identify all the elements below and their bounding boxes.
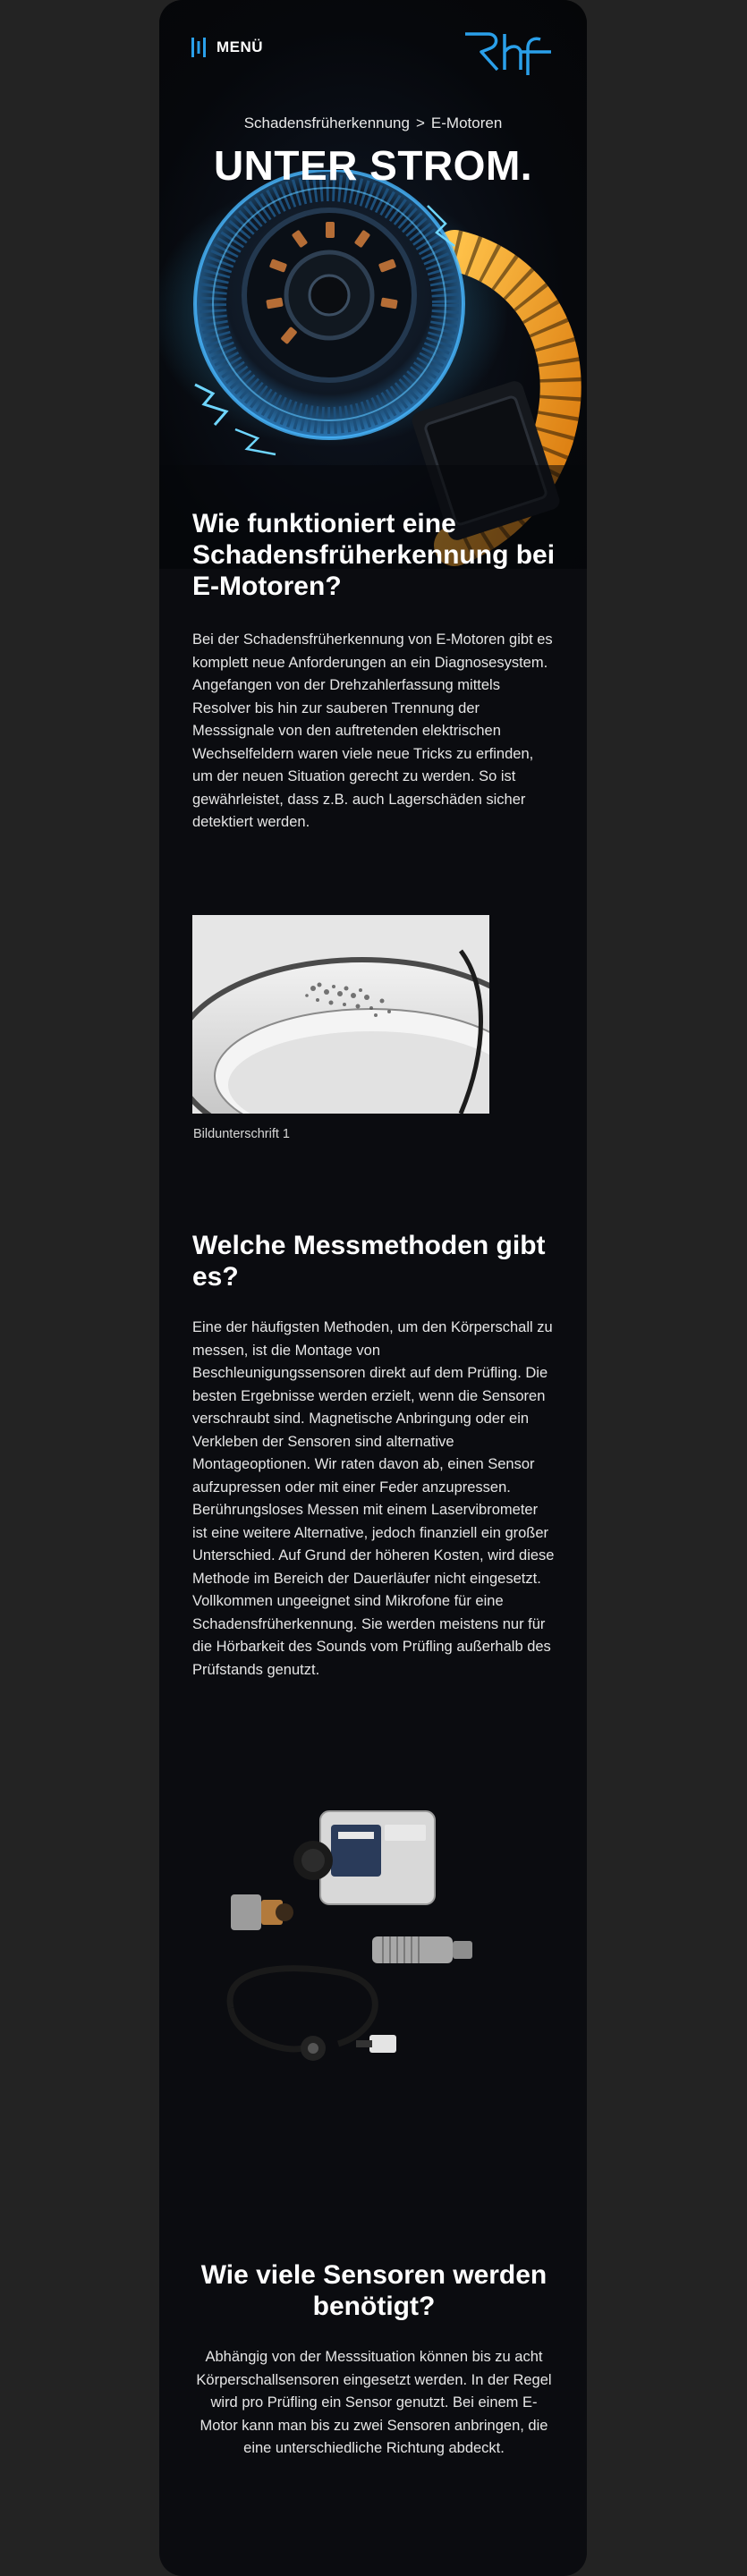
hero (159, 0, 587, 569)
section-sensor-count-text (192, 2346, 556, 2461)
page-title: UNTER STROM. (213, 142, 533, 189)
bearing-damage-image (192, 915, 489, 1114)
breadcrumb-separator: > (415, 114, 425, 131)
breadcrumb-item-schadensfrueherkennung[interactable]: Schadensfrüherkennung (243, 114, 410, 131)
section-sensor-count (192, 2259, 556, 2322)
section-methods (192, 1230, 556, 1292)
section-body: Bei der Schadensfrüherkennung von E-Motoren gibt es komplett neue Anforderungen an ein Diagnosesystem. Angefangen von der Drehzahlerfassung mittels Resolver bis hin zur sauberen Trennung der Messsignale von den auftretenden elektrischen Wechselfeldern waren viele neue Tricks zu erfinden, um der neuen Situation gerecht zu werden. So ist gewährleistet, dass z.B. auch Lagerschäden sicher detektiert werden. (192, 631, 553, 830)
figure-caption: Bildunterschrift 1 (193, 1127, 290, 1141)
section-body: Eine der häufigsten Methoden, um den Körperschall zu messen, ist die Montage von Beschleunigungssensoren direkt auf dem Prüfling. Die besten Ergebnisse werden erzielt, wenn die Sensoren verschraubt sind. Magnetische Anbringung oder ein Verkleben der Sensoren sind alternative Montageoptionen. Wir raten davon ab, einen Sensor aufzupressen oder mit einer Feder anzupressen. Berührungsloses Messen mit einem Laservibrometer ist eine weitere Alternative, jedoch finanziell ein großer Unterschied. Auf Grund der höheren Kosten, wird diese Methode im Bereich der Dauerläufer nicht eingesetzt. Vollkommen ungeeignet sind Mikrofone für eine Schadensfrüherkennung. Sie werden meistens nur für die Hörbarkeit des Sounds vom Prüfling außerhalb des Prüfstands genutzt. (192, 1319, 555, 1678)
menu-icon (191, 38, 206, 57)
section-methods-text (192, 1317, 556, 1682)
section-body: Abhängig von der Messsituation können bis zu acht Körperschallsensoren eingesetzt werden. In der Regel wird pro Prüfling ein Sensor genutzt. Bei einem E-Motor kann man bis zu zwei Sensoren anbringen, die eine unterschiedliche Richtung abdeckt. (196, 2349, 552, 2456)
section-heading: Welche Messmethoden gibt es? (192, 1231, 546, 1292)
section-heading: Wie viele Sensoren werden benötigt? (200, 2260, 548, 2321)
page-panel (159, 0, 587, 2576)
menu-button[interactable] (191, 34, 263, 61)
menu-label: MENÜ (216, 38, 264, 55)
breadcrumb-item-e-motoren[interactable]: E-Motoren (430, 114, 503, 131)
section-heading: Wie funktioniert eine Schadensfrüherkennung bei E-Motoren? (192, 509, 556, 601)
breadcrumb (159, 114, 587, 132)
section-how-it-works (192, 508, 556, 602)
rhf-logo[interactable] (463, 30, 553, 79)
section-how-it-works-text (192, 629, 556, 835)
sensors-product-image (213, 1789, 481, 2084)
